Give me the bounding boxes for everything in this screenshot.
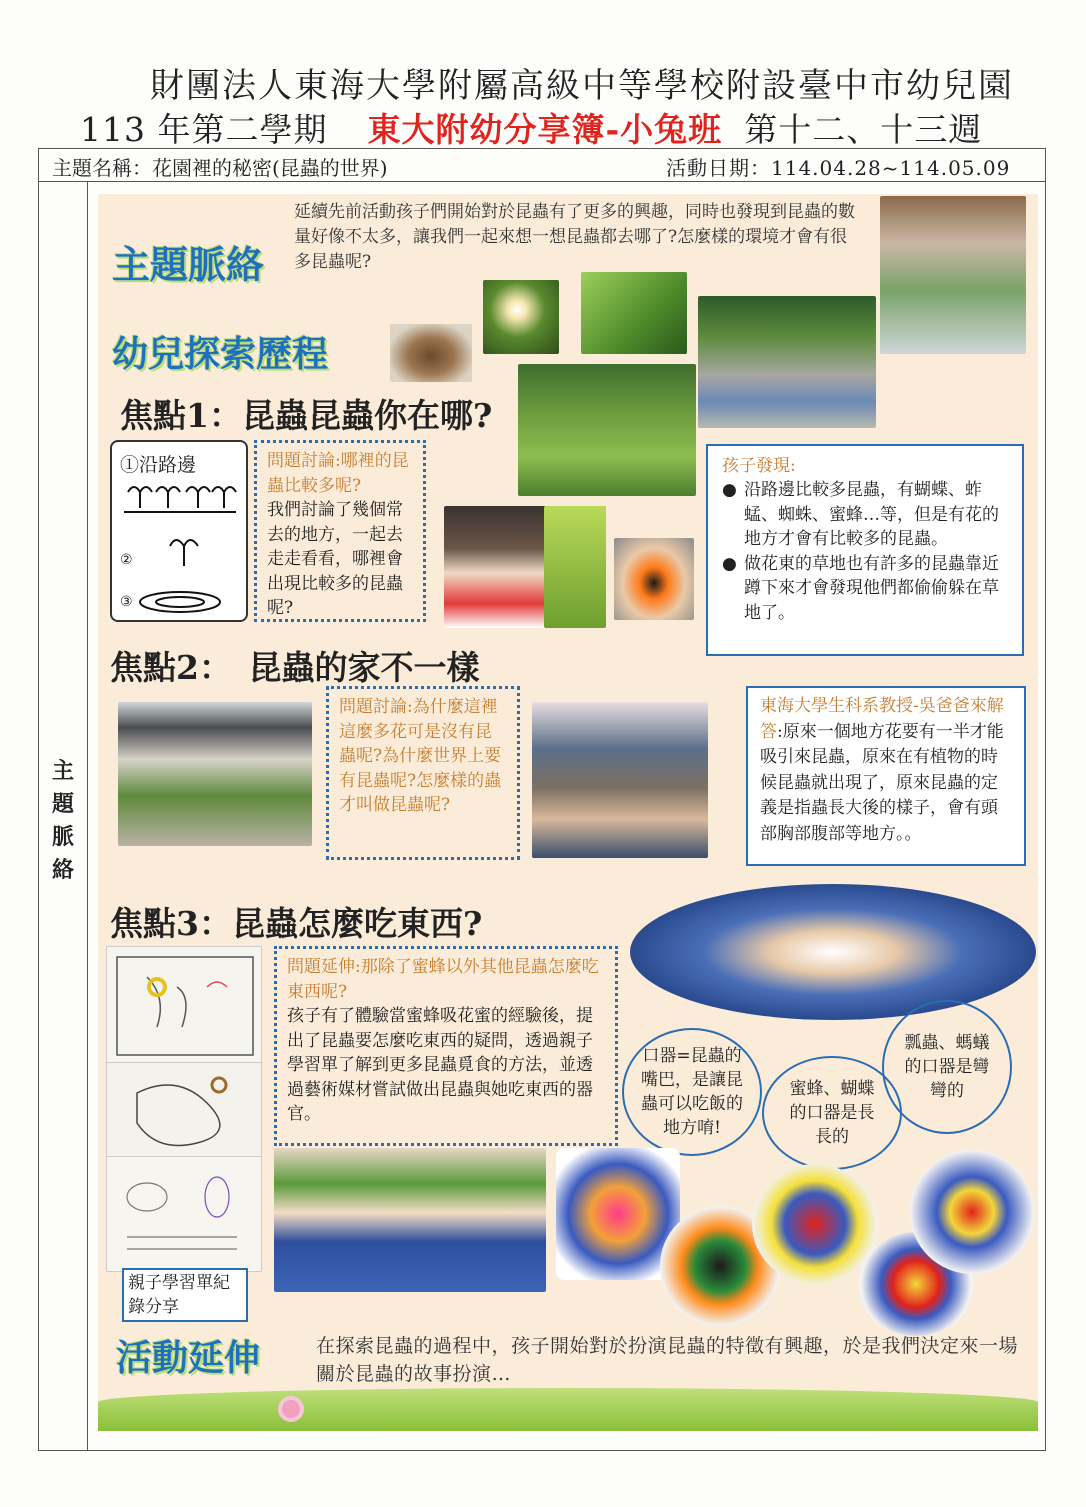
photo-flower	[483, 280, 559, 354]
drawing-label-3: ③	[120, 594, 133, 610]
worksheet-doodle	[107, 1157, 262, 1272]
side-char: 主	[51, 758, 74, 784]
bullet-icon: ●	[722, 553, 737, 574]
poster	[98, 194, 1038, 1431]
expert-label: 東海大學生科系教授-吳爸爸來解答	[760, 696, 1004, 742]
section-theme-text: 延續先前活動孩子們開始對於昆蟲有了更多的興趣，同時也發現到昆蟲的數量好像不太多，讓我們一起來想一想昆蟲都去哪了?怎麼樣的環境才會有很多昆蟲呢?	[294, 202, 855, 272]
side-char: 題	[51, 791, 74, 817]
finding-text: 做花東的草地也有許多的昆蟲靠近蹲下來才會發現他們都偷偷躲在草地了。	[744, 553, 999, 623]
semester: 113 年第二學期	[80, 110, 328, 149]
focus2-question-box	[326, 686, 520, 860]
photo-professor-talk	[532, 702, 708, 858]
finding-item	[722, 478, 1008, 552]
focus1-question-box	[254, 440, 426, 622]
photo-clay-insect-3	[752, 1164, 878, 1284]
section-theme-title: 主題脈絡	[112, 243, 265, 287]
photo-snail	[390, 324, 472, 382]
focus3-title: 焦點3：昆蟲怎麼吃東西?	[110, 904, 483, 943]
photo-butterfly	[614, 538, 694, 620]
bubble-mouthparts: 口器=昆蟲的嘴巴，是讓昆蟲可以吃飯的地方唷!	[622, 1028, 762, 1156]
photo-clay-making	[630, 884, 1036, 1020]
side-char: 脈	[51, 824, 74, 850]
book-title: 東大附幼分享簿-小兔班	[367, 110, 723, 149]
focus1-question-text: 我們討論了幾個常去的地方，一起去走走看看，哪裡會出現比較多的昆蟲呢?	[267, 500, 403, 618]
section-explore-title: 幼兒探索歷程	[112, 334, 329, 375]
worksheet-caption: 親子學習單紀錄分享	[122, 1268, 248, 1322]
school-name: 財團法人東海大學附屬高級中等學校附設臺中市幼兒園	[150, 66, 1014, 106]
activity-date: 活動日期：114.04.28~114.05.09	[666, 156, 1011, 180]
side-label	[50, 755, 76, 887]
title-line	[80, 104, 982, 151]
photo-children-outdoors	[880, 196, 1026, 354]
photo-kids-clay-table	[274, 1148, 546, 1292]
side-char: 絡	[51, 857, 74, 883]
focus3-question-label: 問題延伸:那除了蜜蜂以外其他昆蟲怎麼吃東西呢?	[287, 957, 599, 1002]
focus1-findings-box	[706, 444, 1024, 656]
focus2-question: 問題討論:為什麼這裡這麼多花可是沒有昆蟲呢?為什麼世界上要有昆蟲呢?怎麼樣的蟲才叫做昆蟲呢?	[339, 697, 502, 815]
worksheet-2	[106, 1062, 262, 1158]
focus3-question-text: 孩子有了體驗當蜜蜂吸花蜜的經驗後，提出了昆蟲要怎麼吃東西的疑問，透過親子學習單了解到更多昆蟲覓食的方法，並透過藝術媒材嘗試做出昆蟲與她吃東西的器官。	[287, 1006, 593, 1124]
focus2-title: 焦點2： 昆蟲的家不一樣	[110, 648, 480, 687]
drawing-sheet	[110, 440, 248, 622]
drawing-label-2: ②	[120, 552, 133, 568]
theme-name: 主題名稱：花園裡的秘密(昆蟲的世界)	[52, 156, 388, 180]
section-extend-text: 在探索昆蟲的過程中，孩子開始對於扮演昆蟲的特徵有興趣，於是我們決定來一場關於昆蟲的故事扮演…	[316, 1335, 1019, 1385]
worksheet-doodle	[107, 1063, 262, 1158]
worksheet-doodle	[107, 947, 262, 1064]
finding-item	[722, 552, 1008, 626]
photo-grasshopper	[581, 272, 687, 354]
focus1-question-label: 問題討論:哪裡的昆蟲比較多呢?	[267, 451, 409, 496]
photo-kids-crouching	[698, 296, 876, 428]
section-extend-title: 活動延伸	[116, 1338, 261, 1379]
focus1-title: 焦點1：昆蟲昆蟲你在哪?	[120, 396, 493, 435]
focus2-expert-box	[746, 686, 1026, 866]
worksheet-1	[106, 946, 262, 1064]
photo-school-building	[118, 702, 312, 846]
bullet-icon: ●	[722, 480, 737, 500]
expert-text: :原來一個地方花要有一半才能吸引來昆蟲，原來在有植物的時候昆蟲就出現了，原來昆蟲的定義是指蟲長大後的樣子，會有頭部胸部腹部等地方。。	[760, 721, 1004, 844]
grass-footer	[98, 1388, 1038, 1431]
weeks: 第十二、十三週	[744, 110, 983, 149]
info-row	[38, 148, 1046, 182]
focus3-question-box	[274, 946, 618, 1146]
photo-clay-insect-5	[910, 1150, 1034, 1274]
worksheet-3	[106, 1156, 262, 1272]
finding-text: 沿路邊比較多昆蟲，有蝴蝶、蚱蜢、蜘蛛、蜜蜂…等，但是有花的地方才會有比較多的昆蟲。	[744, 480, 999, 549]
bubble-bee-butterfly: 蜜蜂、蝴蝶的口器是長長的	[762, 1056, 902, 1170]
photo-kids-in-garden	[518, 364, 696, 496]
photo-leaves	[544, 506, 606, 628]
bubble-ladybug-ant: 瓢蟲、螞蟻的口器是彎彎的	[882, 1000, 1012, 1134]
drawing-label-1: ①沿路邊	[120, 454, 197, 476]
flower-icon	[282, 1400, 300, 1418]
flower-doodle	[120, 478, 240, 618]
findings-title: 孩子發現:	[722, 456, 796, 476]
